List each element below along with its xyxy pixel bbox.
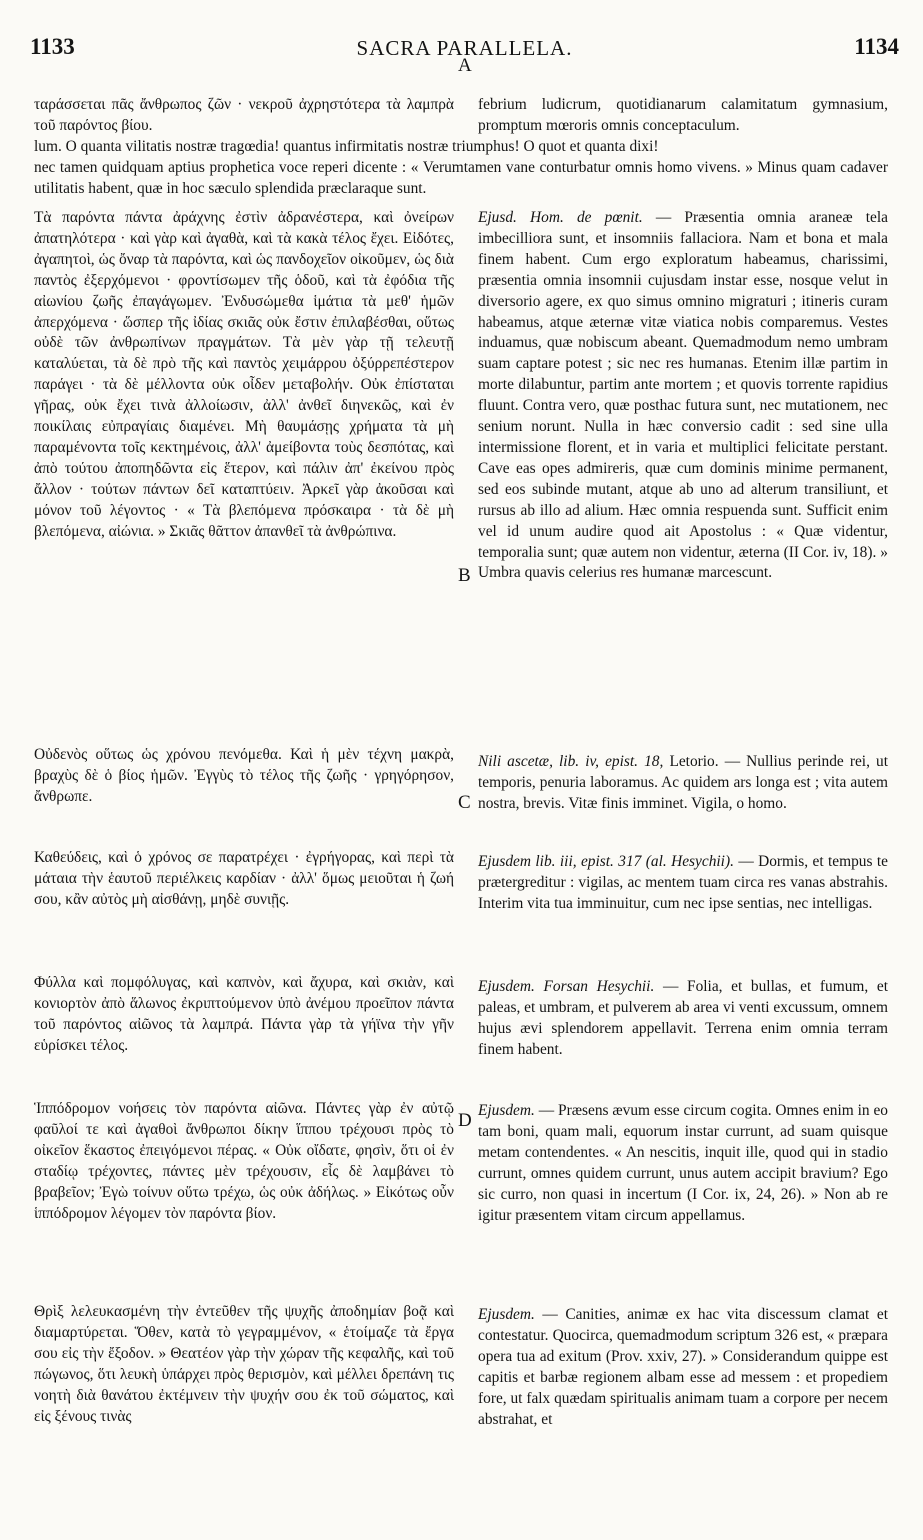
latin-ref: Ejusd. Hom. de pœnit.: [478, 209, 643, 226]
latin-text: Letorio. — Nullius perinde rei, ut temporis, penuria laboramus. Ac quidem ars longa est ; vita autem nostra, brevis. Vitæ finis imminet. Vigila, o homo.: [478, 753, 888, 812]
latin-text: — Præsentia omnia araneæ tela imbecilliora sunt, et insomniis fallaciora. Nam et bona et mala finem habent. Cum ergo exploratum habeamus, charissimi, præsentia omnia insomnii cujusdam instar esse, nosque velut in diversorio agere, ex quo simus omnino migraturi ; itineris curam habeamus, atque æternæ vitæ viatica nobis comparemus. Vestes induamus, quæ nobiscum abeant. Quemadmodum nemo umbram suam captare potest ; sic nec res humanas. Etenim illæ partim in morte dilabuntur, partim ante mortem ; et quovis torrente rapidius fluunt. Contra vero, quæ posthac futura sunt, nec mutationem, nec senium norunt. Nulla in hæc conversio cadit : sed sine ulla intermissione florent, et in varia et multiplici felicitate perstant. Cave eas opes admireris, quæ cum dominis minime permanent, sed eos subinde mutant, atque ab uno ad alterum transiliunt, et rursus ab illo ad alium. Hæc omnia respuenda sunt. Sufficit enim vel id unum audire quod ait Apostolus : « Quæ videntur, temporalia sunt; quæ autem non videntur, æterna (II Cor. iv, 18). » Umbra quavis celerius res humanæ marcescunt.: [478, 209, 888, 582]
latin-text: — Dormis, et tempus te prætergreditur : vigilas, ac mentem tuam circa res vanas abstrahis. Interim vita tua imminuitur, cum nec ipse sentias, nec intelligas.: [478, 853, 888, 912]
latin-text: — Canities, animæ ex hac vita discessum clamat et contestatur. Quocirca, quemadmodum scriptum 326 est, « præpara opera tua ad exitum (Prov. xxiv, 27). » Considerandum quippe est capitis et barbæ regionem albam esse ad messem : et propediem fore, ut falx quædam spiritualis animam tuam a corpore per necem abstrahat, et: [478, 1306, 888, 1428]
latin-paragraph-1: [478, 208, 888, 584]
latin-ref: Ejusdem.: [478, 1102, 535, 1119]
intro-full-line-2: nec tamen quidquam aptius prophetica voce reperi dicente : « Verumtamen vane conturbatur omnis homo vivens. » Minus quam cadaver utilitatis habent, quæ in hoc sæculo splendida præclaraque sunt.: [34, 158, 888, 197]
latin-paragraph-4: [478, 977, 888, 1061]
page-number-right: 1134: [854, 34, 899, 59]
intro-full-line-1: lum. O quanta vilitatis nostræ tragœdia! quantus infirmitatis nostræ triumphus! O quot et quanta dixi!: [34, 137, 659, 155]
margin-letter-c: C: [458, 792, 471, 813]
margin-letter-b: B: [458, 565, 471, 586]
greek-paragraph-2: Οὐδενὸς οὕτως ὡς χρόνου πενόμεθα. Καὶ ἡ μὲν τέχνη μακρὰ, βραχὺς δὲ ὁ βίος ἡμῶν. Ἐγγὺς τὸ τέλος τῆς ζωῆς · γρηγόρησον, ἄνθρωπε.: [34, 746, 454, 805]
latin-ref: Ejusdem.: [478, 1306, 535, 1323]
latin-paragraph-2: [478, 752, 888, 815]
intro-latin: febrium ludicrum, quotidianarum calamitatum gymnasium, promptum mœroris omnis conceptaculum.: [478, 96, 888, 134]
greek-paragraph-4: Φύλλα καὶ πομφόλυγας, καὶ καπνὸν, καὶ ἄχυρα, καὶ σκιὰν, καὶ κονιορτὸν ἀπὸ ἅλωνος ἐκριπτούμενον ὑπὸ ἀνέμου προεῖπον πάντα τοῦ παρόντος αἰῶνος τὰ λαμπρά. Πάντα γὰρ τὰ γήϊνα τὴν γῆν εὑρίσκει τέλος.: [34, 974, 454, 1054]
greek-paragraph-1: Τὰ παρόντα πάντα ἀράχνης ἐστὶν ἀδρανέστερα, καὶ ὀνείρων ἀπατηλότερα · καὶ γὰρ καὶ ἀγαθὰ, καὶ τὰ κακὰ τέλος ἔχει. Εἰδότες, ἀγαπητοὶ, ὡς ὄναρ τὰ παρόντα, καὶ ὡς πανδοχεῖον οἰκοῦμεν, ὡς διὰ παντὸς ἐξερχόμενοι · φροντίσωμεν τῆς ὁδοῦ, καὶ τὰ ἐφόδια τῆς αἰωνίου ζωῆς ἐπαγάγωμεν. Ἐνδυσώμεθα ἱμάτια τὰ μεθ' ἡμῶν ἀπερχόμενα · ὥσπερ τῆς ἰδίας σκιᾶς οὐκ ἔστιν ἐπιλαβέσθαι, οὕτως οὐδὲ τῶν ἀνθρωπίνων πραγμάτων. Τὰ μὲν γὰρ τῇ τελευτῇ καταλύεται, τὰ δὲ πρὸ τῆς καὶ παντὸς χειμάρρου ὀξύρρεπέστερον παράγει · τὰ δὲ μέλλοντα οὐκ οἶδεν μεταβολήν. Οὐκ ἐπίσταται γῆρας, οὐκ ἔχει τινὰ ἀλλοίωσιν, ἀλλ' ἀνθεῖ διηνεκῶς, καὶ ἐν ποικίλαις εὐπραγίαις διαμένει. Μὴ θαυμάσῃς χρήματα τὰ μὴ παραμένοντα τοῖς κεκτημένοις, ἀλλ' ἀμείβοντα τοὺς δεσπότας, καὶ ἀπὸ τούτου ἀποπηδῶντα εἰς ἕτερον, καὶ πάλιν ἀπ' ἐκείνου πρὸς ἄλλον · τούτων πάντων δεῖ καταπτύειν. Ἀρκεῖ γὰρ ἀκοῦσαι καὶ μόνον τοῦ λέγοντος · « Τὰ βλεπόμενα πρόσκαιρα · τὰ δὲ μὴ βλεπόμενα, αἰώνια. » Σκιᾶς θᾶττον ἀπανθεῖ τὰ ἀνθρώπινα.: [34, 209, 454, 540]
greek-paragraph-5: Ἱππόδρομον νοήσεις τὸν παρόντα αἰῶνα. Πάντες γὰρ ἐν αὐτῷ φαῦλοί τε καὶ ἀγαθοὶ ἄνθρωποι δίκην ἵππου τρέχουσι πρὸς τὸ οἰκεῖον ἕκαστος ἐπειγόμενοι πέρας. « Οὐκ οἴδατε, φησὶν, ὅτι οἱ ἐν σταδίῳ τρέχοντες, πάντες μὲν τρέχουσιν, εἷς δὲ λαμβάνει τὸ βραβεῖον; Ἐγὼ τοίνυν οὕτω τρέχω, ὡς οὐκ ἀδήλως. » Εἰκότως οὖν ἱππόδρομον λέγομεν τὸν παρόντα βίον.: [34, 1100, 454, 1222]
latin-ref: Ejusdem lib. iii, epist. 317 (al. Hesychii).: [478, 853, 734, 870]
latin-text: — Præsens ævum esse circum cogita. Omnes enim in eo tam boni, quam mali, equorum instar currunt, ad suam quisque metam contendentes. « An nescitis, inquit ille, quod qui in stadio currunt, omnes quidem currunt, unus autem accipit bravium? Ego sic curro, non quasi in incertum (I Cor. ix, 24, 26). » Non ab re igitur præsentem vitam circum appellamus.: [478, 1102, 888, 1224]
page-number-left: 1133: [30, 34, 75, 59]
greek-paragraph-3: Καθεύδεις, καὶ ὁ χρόνος σε παρατρέχει · ἐγρήγορας, καὶ περὶ τὰ μάταια τὴν ἑαυτοῦ περιέλκεις καρδίαν · ἀλλ' ὅμως μειοῦται ἡ ζωή σου, κἂν αὐτὸς μὴ αἰσθάνῃ, μηδὲ συνιῇς.: [34, 849, 454, 908]
running-title: SACRA PARALLELA.: [356, 36, 573, 60]
margin-letter-a: A: [458, 55, 472, 76]
latin-paragraph-3: [478, 852, 888, 915]
latin-paragraph-5: [478, 1101, 888, 1226]
latin-paragraph-6: [478, 1305, 888, 1430]
latin-text: — Folia, et bullas, et fumum, et paleas, et umbram, et pulverem ab area vi venti excussum, omnem hujus ævi splendorem appellavit. Terrena enim omnia terram finem habent.: [478, 978, 888, 1058]
margin-letter-d: D: [458, 1110, 472, 1131]
intro-greek: ταράσσεται πᾶς ἄνθρωπος ζῶν · νεκροῦ ἀχρηστότερα τὰ λαμπρὰ τοῦ παρόντος βίου.: [34, 96, 454, 134]
greek-paragraph-6: Θρὶξ λελευκασμένη τὴν ἐντεῦθεν τῆς ψυχῆς ἀποδημίαν βοᾷ καὶ διαμαρτύρεται. Ὅθεν, κατὰ τὸ γεγραμμένον, « ἑτοίμαζε τὰ ἔργα σου εἰς τὴν ἔξοδον. » Θεατέον γὰρ τὴν χώραν τῆς κεφαλῆς, καὶ τοῦ πώγωνος, ὅτι λευκὴ ὑπάρχει πρὸς θερισμὸν, καὶ μέλλει δρεπάνη τις νοητὴ διὰ θανάτου ἐκτέμνειν τὴν ψυχήν σου ἐκ τοῦ σώματος, καὶ εἰς ξένους τινὰς: [34, 1303, 454, 1425]
latin-ref: Nili ascetæ, lib. iv, epist. 18,: [478, 753, 664, 770]
intro-block: [34, 95, 888, 200]
latin-ref: Ejusdem. Forsan Hesychii.: [478, 978, 655, 995]
